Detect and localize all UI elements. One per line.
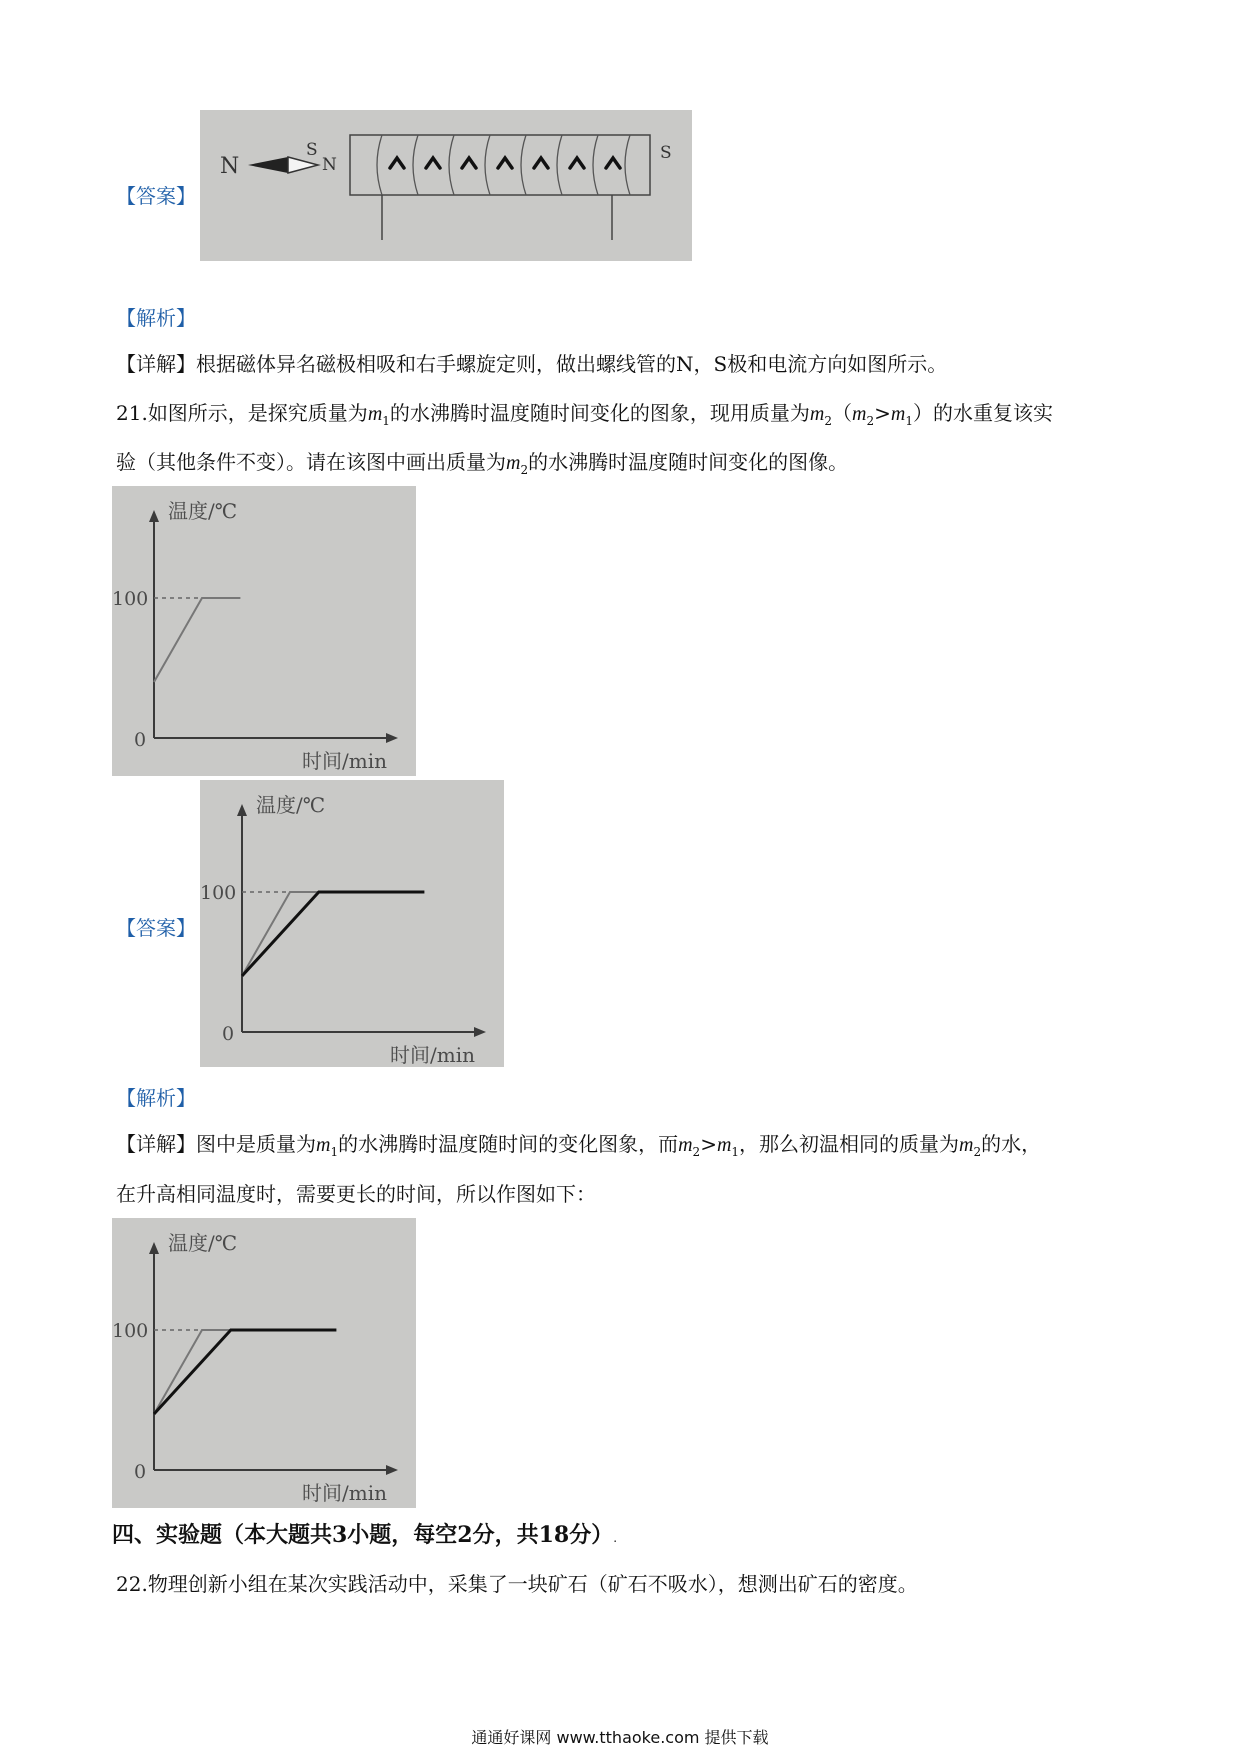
- explanation-graph: [112, 1218, 416, 1508]
- m-symbol: m: [890, 403, 906, 425]
- subscript: 2: [824, 414, 832, 428]
- analysis-label: 【解析】: [116, 1086, 196, 1110]
- q21-text: 的水沸腾时温度随时间变化的图象，现用质量为: [389, 401, 810, 425]
- detail-text: 根据磁体异名磁极相吸和右手螺旋定则，做出螺线管的N，S极和电流方向如图所示。: [196, 352, 948, 376]
- detail-text: 图中是质量为: [196, 1132, 316, 1156]
- series-m1-line: [154, 598, 240, 682]
- subscript: 2: [866, 414, 875, 428]
- detail-paragraph-1: [116, 340, 947, 388]
- m-symbol: m: [367, 403, 383, 425]
- current-arrows: [390, 158, 620, 168]
- m-symbol: m: [678, 1134, 693, 1156]
- y-tick-label: 100: [200, 882, 237, 904]
- subscript: 1: [330, 1145, 339, 1159]
- series-m2-line: [242, 892, 424, 976]
- answer-graph: [200, 780, 504, 1067]
- solenoid-diagram: [200, 110, 692, 261]
- q21-text: ）的水重复该实: [912, 401, 1053, 425]
- subscript: 1: [731, 1145, 740, 1159]
- q21-text: 的水沸腾时温度随时间变化的图像。: [528, 450, 849, 474]
- subscript: 1: [905, 414, 913, 428]
- detail-paragraph-2-line-1: [116, 1120, 1041, 1176]
- y-axis-arrow: [149, 510, 159, 522]
- answer-label: 【答案】: [116, 184, 196, 208]
- question-number: 21.: [116, 401, 148, 425]
- answer-graph-svg: [200, 780, 504, 1067]
- x-axis-arrow: [386, 1465, 398, 1475]
- x-axis-label: 时间/min: [390, 1043, 475, 1067]
- solenoid-s-label: S: [660, 143, 672, 163]
- detail-text: >: [700, 1132, 717, 1156]
- m-symbol: m: [506, 452, 521, 474]
- y-axis-arrow: [237, 804, 247, 816]
- y-tick-label: 100: [112, 1320, 149, 1342]
- m-symbol: m: [316, 1134, 331, 1156]
- q21-text: 如图所示，是探究质量为: [147, 401, 368, 425]
- y-axis-label: 温度/℃: [168, 1231, 238, 1255]
- detail-label: 【详解】: [116, 1132, 196, 1156]
- solenoid-coils: [377, 135, 630, 195]
- x-axis-label: 时间/min: [302, 1481, 387, 1505]
- m-symbol: m: [716, 1134, 732, 1156]
- detail-text: ，那么初温相同的质量为: [739, 1132, 960, 1156]
- x-axis-arrow: [474, 1027, 486, 1037]
- y-tick-label: 100: [112, 588, 149, 610]
- x-axis-arrow: [386, 733, 398, 743]
- solenoid-n-label: N: [322, 155, 337, 175]
- y-axis-arrow: [149, 1242, 159, 1254]
- question-graph: [112, 486, 416, 776]
- q21-text: （: [832, 401, 852, 425]
- section-heading-dot: .: [613, 1531, 618, 1545]
- compass-needle-north: [248, 157, 288, 173]
- subscript: 2: [692, 1145, 701, 1159]
- question-21-line-1: [116, 389, 1053, 445]
- subscript: 2: [973, 1145, 982, 1159]
- subscript: 1: [382, 414, 390, 428]
- origin-label: 0: [134, 729, 147, 751]
- detail-label: 【详解】: [116, 352, 196, 376]
- detail-paragraph-2-line-2: 在升高相同温度时，需要更长的时间，所以作图如下：: [116, 1182, 596, 1206]
- compass-n-label: N: [220, 154, 240, 179]
- y-axis-label: 温度/℃: [256, 793, 326, 817]
- q21-text: >: [874, 401, 891, 425]
- compass-s-label: S: [306, 140, 318, 160]
- solenoid-figure: [200, 110, 692, 261]
- origin-label: 0: [134, 1461, 147, 1483]
- page-footer: 通通好课网 www.tthaoke.com 提供下载: [471, 1728, 769, 1747]
- section-heading-text: 四、实验题（本大题共3小题，每空2分，共18分）: [112, 1522, 614, 1548]
- m-symbol: m: [809, 403, 825, 425]
- subscript: 2: [520, 463, 529, 477]
- section-heading: [112, 1518, 617, 1549]
- analysis-label: 【解析】: [116, 306, 196, 330]
- question-graph-svg: [112, 486, 416, 776]
- detail-text: 的水，: [981, 1132, 1042, 1156]
- answer-label: 【答案】: [116, 916, 196, 940]
- x-axis-label: 时间/min: [302, 749, 387, 773]
- explanation-graph-svg: [112, 1218, 416, 1508]
- series-m2-line: [154, 1330, 336, 1414]
- question-22-text: 物理创新小组在某次实践活动中，采集了一块矿石（矿石不吸水），想测出矿石的密度。: [147, 1572, 918, 1596]
- m-symbol: m: [852, 403, 867, 425]
- m-symbol: m: [959, 1134, 974, 1156]
- q21-text: 验（其他条件不变）。请在该图中画出质量为: [116, 450, 506, 474]
- question-number: 22.: [116, 1572, 148, 1596]
- question-22: [116, 1560, 918, 1608]
- origin-label: 0: [222, 1023, 235, 1045]
- y-axis-label: 温度/℃: [168, 499, 238, 523]
- detail-text: 的水沸腾时温度随时间的变化图象，而: [338, 1132, 679, 1156]
